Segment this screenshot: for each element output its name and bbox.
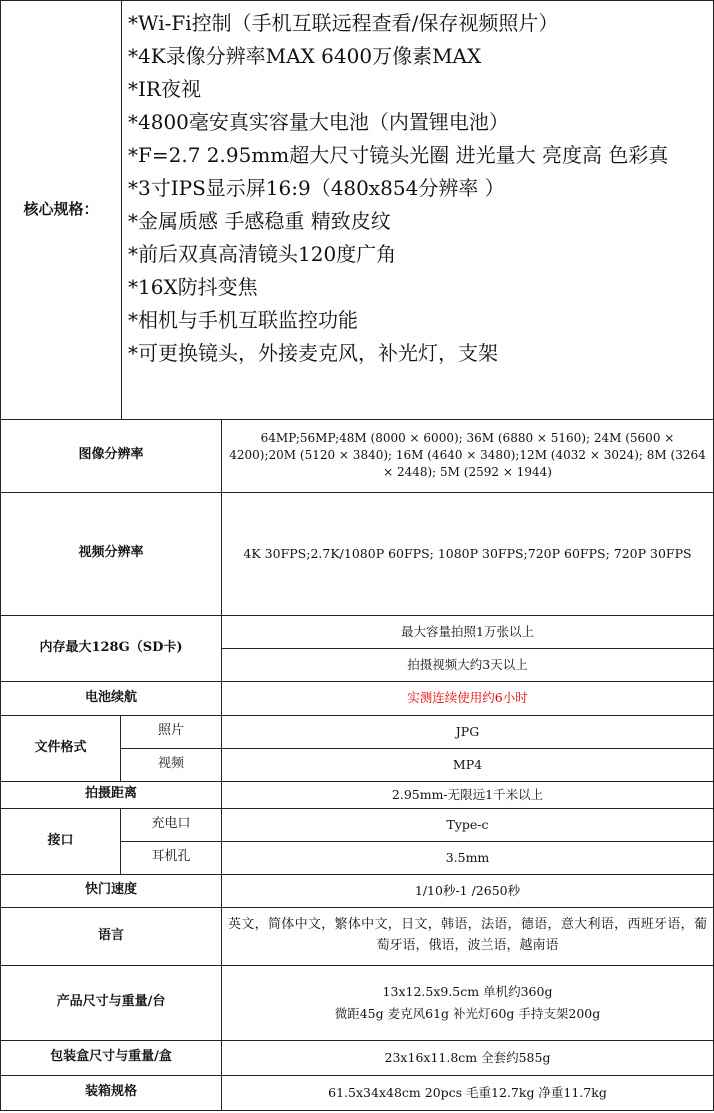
core-spec-item: *4K录像分辨率MAX 6400万像素MAX <box>128 44 482 68</box>
product-size-label: 产品尺寸与重量/台 <box>1 965 222 1040</box>
file-format-label: 文件格式 <box>1 715 121 781</box>
carton-label: 装箱规格 <box>1 1075 222 1110</box>
package-size-value: 23x16x11.8cm 全套约585g <box>222 1040 714 1075</box>
language-value: 英文，简体中文，繁体中文，日文，韩语，法语，德语，意大利语，西班牙语，葡萄牙语，俄语，波兰语，越南语 <box>222 907 714 965</box>
table-row <box>1 1075 714 1110</box>
photo-format-label: 照片 <box>121 715 222 748</box>
ports-label: 接口 <box>1 808 121 874</box>
core-spec-label: 核心规格： <box>1 1 122 419</box>
core-spec-list <box>122 1 714 419</box>
core-spec-table <box>0 0 714 419</box>
battery-label: 电池续航 <box>1 681 222 715</box>
video-resolution-value: 4K 30FPS;2.7K/1080P 60FPS; 1080P 30FPS;720P 60FPS; 720P 30FPS <box>222 492 714 615</box>
table-row <box>1 781 714 808</box>
table-row <box>1 808 714 841</box>
image-resolution-label: 图像分辨率 <box>1 419 222 492</box>
package-size-label: 包装盒尺寸与重量/盒 <box>1 1040 222 1075</box>
headphone-port-value: 3.5mm <box>222 841 714 874</box>
headphone-port-label: 耳机孔 <box>121 841 222 874</box>
core-spec-item: *Wi-Fi控制（手机互联远程查看/保存视频照片） <box>128 11 559 35</box>
distance-label: 拍摄距离 <box>1 781 222 808</box>
table-row <box>1 615 714 648</box>
image-resolution-value: 64MP;56MP;48M (8000 × 6000); 36M (6880 × 5160); 24M (5600 × 4200);20M (5120 × 3840); 16M (4640 × 3480);12M (4032 × 3024); 8M (3264 × 2448); 5M (2592 × 1944) <box>222 419 714 492</box>
language-label: 语言 <box>1 907 222 965</box>
shutter-label: 快门速度 <box>1 874 222 907</box>
storage-photo-value: 最大容量拍照1万张以上 <box>222 615 714 648</box>
table-row <box>1 492 714 615</box>
charge-port-value: Type-c <box>222 808 714 841</box>
video-format-value: MP4 <box>222 748 714 781</box>
video-resolution-label: 视频分辨率 <box>1 492 222 615</box>
video-format-label: 视频 <box>121 748 222 781</box>
table-row <box>1 874 714 907</box>
core-spec-item: *相机与手机互联监控功能 <box>128 308 358 332</box>
core-spec-item: *F=2.7 2.95mm超大尺寸镜头光圈 进光量大 亮度高 色彩真 <box>128 143 669 167</box>
detail-spec-table <box>0 419 714 1111</box>
product-size-value <box>222 965 714 1040</box>
battery-value: 实测连续使用约6小时 <box>222 681 714 715</box>
table-row <box>1 419 714 492</box>
table-row <box>1 681 714 715</box>
core-spec-item: *4800毫安真实容量大电池（内置锂电池） <box>128 110 509 134</box>
table-row <box>1 965 714 1040</box>
storage-label: 内存最大128G（SD卡) <box>1 615 222 681</box>
core-spec-item: *前后双真高清镜头120度广角 <box>128 242 397 266</box>
core-spec-item: *3寸IPS显示屏16:9（480x854分辨率 ） <box>128 176 505 200</box>
carton-value: 61.5x34x48cm 20pcs 毛重12.7kg 净重11.7kg <box>222 1075 714 1110</box>
product-size-line: 13x12.5x9.5cm 单机约360g <box>382 983 553 999</box>
table-row <box>1 907 714 965</box>
core-spec-item: *可更换镜头，外接麦克风，补光灯，支架 <box>128 341 498 365</box>
distance-value: 2.95mm-无限远1千米以上 <box>222 781 714 808</box>
core-spec-item: *IR夜视 <box>128 77 201 101</box>
photo-format-value: JPG <box>222 715 714 748</box>
table-row <box>1 715 714 748</box>
charge-port-label: 充电口 <box>121 808 222 841</box>
shutter-value: 1/10秒-1 /2650秒 <box>222 874 714 907</box>
core-spec-item: *16X防抖变焦 <box>128 275 258 299</box>
table-row <box>1 1040 714 1075</box>
core-spec-item: *金属质感 手感稳重 精致皮纹 <box>128 209 391 233</box>
product-accessory-weight-line: 微距45g 麦克风61g 补光灯60g 手持支架200g <box>334 1005 601 1021</box>
storage-video-value: 拍摄视频大约3天以上 <box>222 648 714 681</box>
